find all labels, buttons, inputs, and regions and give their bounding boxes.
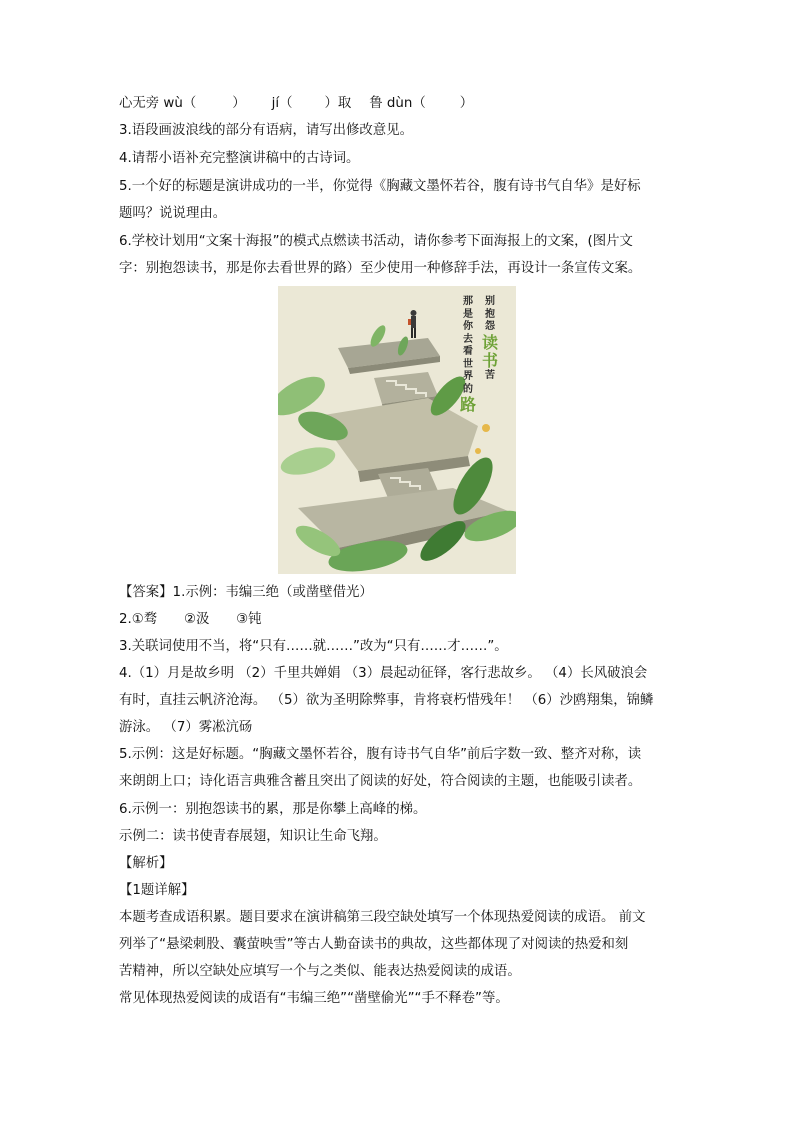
poster-char: 抱 xyxy=(485,308,495,320)
poster-char: 苦 xyxy=(485,369,495,381)
analysis-heading: 【解析】 xyxy=(119,856,173,871)
q1-detail-line-2: 列举了“悬梁刺股、囊萤映雪”等古人勤奋读书的典故，这些都体现了对阅读的热爱和刻 xyxy=(119,937,629,952)
poster-char-read: 读 xyxy=(482,332,499,352)
poster-char-road: 路 xyxy=(460,395,477,414)
poster-char: 是 xyxy=(463,308,473,320)
poster-char: 去 xyxy=(463,333,473,345)
pinyin-part-3: jí（ xyxy=(271,96,293,111)
question-5-line-1: 5.一个好的标题是演讲成功的一半，你觉得《胸藏文墨怀若谷，腹有诗书气自华》是好标 xyxy=(119,179,641,194)
question-6-line-1: 6.学校计划用“文案十海报”的模式点燃读书活动，请你参考下面海报上的文案，(图片文 xyxy=(119,234,633,249)
answer-6-example-2: 示例二：读书使青春展翅，知识让生命飞翔。 xyxy=(119,829,387,844)
pinyin-part-1: 心无旁 wù（ xyxy=(119,96,197,111)
poster-char: 世 xyxy=(463,358,473,370)
question-6-line-2: 字：别抱怨读书，那是你去看世界的路）至少使用一种修辞手法，再设计一条宣传文案。 xyxy=(119,261,642,276)
poster-text-left-column xyxy=(460,296,476,414)
answer-4-line-3: 游泳。 （7）雾凇沆砀 xyxy=(119,720,253,735)
poster-char: 的 xyxy=(463,383,473,395)
pinyin-part-2: ） xyxy=(232,96,246,111)
poster-char: 怨 xyxy=(485,321,495,332)
answer-4-line-1: 4.（1）月是故乡明 （2）千里共婵娟 （3）晨起动征铎，客行悲故乡。 （4）长风破浪会 xyxy=(119,666,648,681)
q1-detail-line-4: 常见体现热爱阅读的成语有“韦编三绝”“凿壁偷光”“手不释卷”等。 xyxy=(119,991,509,1006)
poster-char-book: 书 xyxy=(482,350,499,370)
answer-5-line-1: 5.示例：这是好标题。“胸藏文墨怀若谷，腹有诗书气自华”前后字数一致、整齐对称，读 xyxy=(119,747,642,762)
answer-3: 3.关联词使用不当，将“只有……就……”改为“只有……才……”。 xyxy=(119,639,508,654)
poster-illustration xyxy=(278,286,516,574)
answer-4-line-2: 有时，直挂云帆济沧海。 （5）欲为圣明除弊事，肯将衰朽惜残年！ （6）沙鸥翔集，锦鳞 xyxy=(119,693,654,708)
poster-char: 别 xyxy=(485,296,495,307)
poster-char: 看 xyxy=(463,346,473,357)
answer-1: 【答案】1.示例：韦编三绝（或凿壁借光） xyxy=(119,585,373,600)
question-5-line-2: 题吗？说说理由。 xyxy=(119,206,227,221)
question-4: 4.请帮小语补充完整演讲稿中的古诗词。 xyxy=(119,151,360,166)
question-3: 3.语段画波浪线的部分有语病，请写出修改意见。 xyxy=(119,123,413,138)
answer-6-example-1: 6.示例一：别抱怨读书的累，那是你攀上高峰的梯。 xyxy=(119,802,427,817)
poster-char: 界 xyxy=(463,371,473,382)
pinyin-part-6: ） xyxy=(459,96,474,111)
q1-detail-line-1: 本题考查成语积累。题目要求在演讲稿第三段空缺处填写一个体现热爱阅读的成语。 前文 xyxy=(119,910,646,925)
q1-detail-heading: 【1题详解】 xyxy=(119,883,195,898)
pinyin-part-4: ）取 xyxy=(324,96,352,111)
pinyin-part-5: 鲁 dùn（ xyxy=(369,96,426,111)
poster-char: 你 xyxy=(463,321,473,332)
pinyin-question-line xyxy=(119,95,473,113)
answer-2: 2.①骛 ②汲 ③钝 xyxy=(119,612,262,627)
q1-detail-line-3: 苦精神，所以空缺处应填写一个与之类似、能表达热爱阅读的成语。 xyxy=(119,964,521,979)
poster-char: 那 xyxy=(463,296,473,307)
reading-poster-image xyxy=(278,286,516,574)
answer-5-line-2: 来朗朗上口；诗化语言典雅含蓄且突出了阅读的好处，符合阅读的主题，也能吸引读者。 xyxy=(119,774,642,789)
poster-text-right-column xyxy=(482,296,498,382)
